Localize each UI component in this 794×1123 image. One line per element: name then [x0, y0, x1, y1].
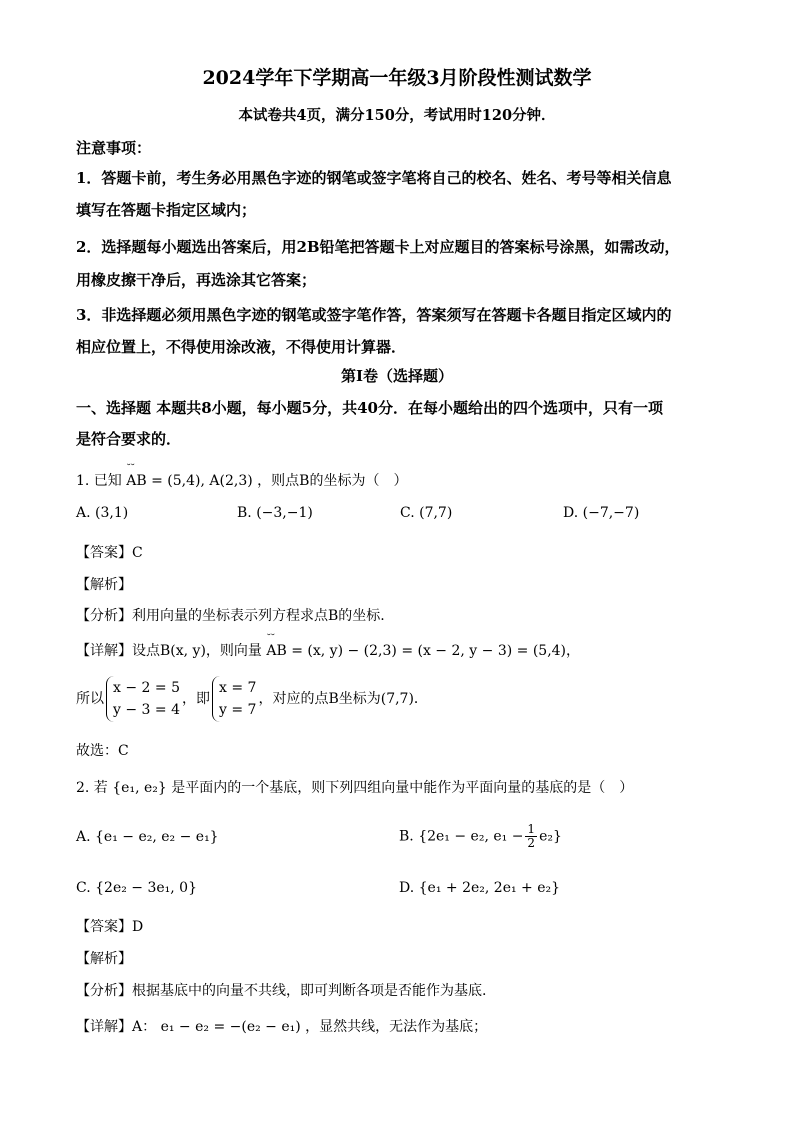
q1-xiangjie-prefix: 【详解】设点B(x, y)，则向量: [76, 643, 262, 659]
q2-xiangjie-expr: e₁ − e₂ = −(e₂ − e₁): [160, 1019, 301, 1035]
q2-analysis-label: 【解析】: [76, 951, 132, 967]
q1-suffix: ，则点B的坐标为（ ）: [257, 473, 408, 489]
fraction-one-half: [525, 823, 537, 850]
section-title: 第I卷（选择题）: [340, 367, 454, 385]
q2-suffix: 是平面内的一个基底，则下列四组向量中能作为平面向量的基底的是（ ）: [171, 780, 634, 796]
note-1-line-1: 1．答题卡前，考生务必用黑色字迹的钢笔或签字笔将自己的校名、姓名、考号等相关信息: [76, 169, 672, 187]
q1-xiangjie-rest: = (x, y) − (2,3) = (x − 2, y − 3) = (5,4)，: [291, 643, 581, 659]
q2-option-d-expr: {e₁ + 2e₂, 2e₁ + e₂}: [418, 880, 561, 896]
q2-option-b-label: B.: [399, 828, 414, 845]
q2-xiangjie: [76, 1016, 487, 1036]
q1-so-label: 所以: [76, 691, 104, 707]
exam-info: 本试卷共4页，满分150分，考试用时120分钟．: [238, 107, 556, 124]
q1-xiangjie: [76, 640, 580, 660]
note-3-line-1: 3．非选择题必须用黑色字迹的钢笔或签字笔作答，答案须写在答题卡各题目指定区域内的: [76, 306, 672, 324]
q2-prefix: 2. 若: [76, 780, 108, 796]
q2-option-c: [76, 880, 197, 896]
q1-answer: 【答案】C: [76, 545, 143, 561]
q2-option-a-expr: {e₁ − e₂, e₂ − e₁}: [95, 829, 219, 845]
question-2: [76, 777, 633, 797]
fraction-denominator: 2: [527, 836, 536, 850]
q2-option-b-pre: {2e₁ − e₂, e₁ −: [418, 828, 524, 845]
q2-option-b-post: e₂}: [539, 828, 562, 845]
q1-option-d: D. (−7,−7): [563, 505, 640, 521]
q2-xiangjie-rest: ，显然共线，无法作为基底；: [305, 1019, 488, 1035]
q1-option-c: C. (7,7): [400, 505, 453, 521]
q2-fenxi: 【分析】根据基底中的向量不共线，即可判断各项是否能作为基底.: [76, 983, 487, 999]
fraction-numerator: 1: [527, 822, 536, 836]
equation-system-2: [212, 676, 256, 722]
sys1-eq-a: x − 2 = 5: [113, 680, 180, 696]
notes-heading: 注意事项：: [76, 139, 152, 157]
q1-ji: ，即: [182, 691, 210, 707]
q1-so-rest: ，对应的点B坐标为(7,7)．: [258, 691, 428, 707]
section-intro-line-1: 一、选择题 本题共8小题，每小题5分，共40分．在每小题给出的四个选项中，只有一项: [76, 399, 663, 417]
q1-system-line: [76, 676, 428, 722]
q2-option-d-label: D.: [399, 880, 415, 896]
vector-ab: ˘˘ AB: [126, 473, 146, 489]
q2-option-c-label: C.: [76, 880, 91, 896]
q1-analysis-label: 【解析】: [76, 577, 132, 593]
q2-option-d: [399, 880, 560, 896]
note-2-line-2: 用橡皮擦干净后，再选涂其它答案；: [76, 271, 317, 289]
sys2-eq-a: x = 7: [219, 680, 257, 696]
sys2-eq-b: y = 7: [219, 702, 257, 718]
q2-option-a-label: A.: [76, 829, 91, 845]
section-intro-line-2: 是符合要求的．: [76, 430, 182, 448]
note-2-line-1: 2．选择题每小题选出答案后，用2B铅笔把答题卡上对应题目的答案标号涂黑，如需改动，: [76, 238, 680, 256]
q2-option-b: [399, 823, 562, 850]
q1-fenxi: 【分析】利用向量的坐标表示列方程求点B的坐标.: [76, 608, 385, 624]
page-title: 2024学年下学期高一年级3月阶段性测试数学: [202, 67, 592, 89]
note-3-line-2: 相应位置上，不得使用涂改液，不得使用计算器．: [76, 338, 407, 356]
q1-given: = (5,4), A(2,3): [151, 473, 253, 489]
equation-system-1: [106, 676, 180, 722]
sys1-eq-b: y − 3 = 4: [113, 702, 180, 718]
q1-choose: 故选：C: [76, 743, 129, 759]
q2-basis: {e₁, e₂}: [112, 780, 167, 796]
question-1: [76, 470, 407, 490]
q2-xiangjie-prefix: 【详解】A：: [76, 1019, 157, 1035]
q1-option-a: A. (3,1): [76, 505, 129, 521]
q2-option-c-expr: {2e₂ − 3e₁, 0}: [95, 880, 197, 896]
q2-answer: 【答案】D: [76, 919, 144, 935]
note-1-line-2: 填写在答题卡指定区域内；: [76, 201, 257, 219]
q2-option-a: [76, 829, 219, 845]
q1-prefix: 1. 已知: [76, 473, 122, 489]
q1-option-b: B. (−3,−1): [237, 505, 313, 521]
vector-ab-detail: ˘˘ AB: [266, 643, 286, 659]
